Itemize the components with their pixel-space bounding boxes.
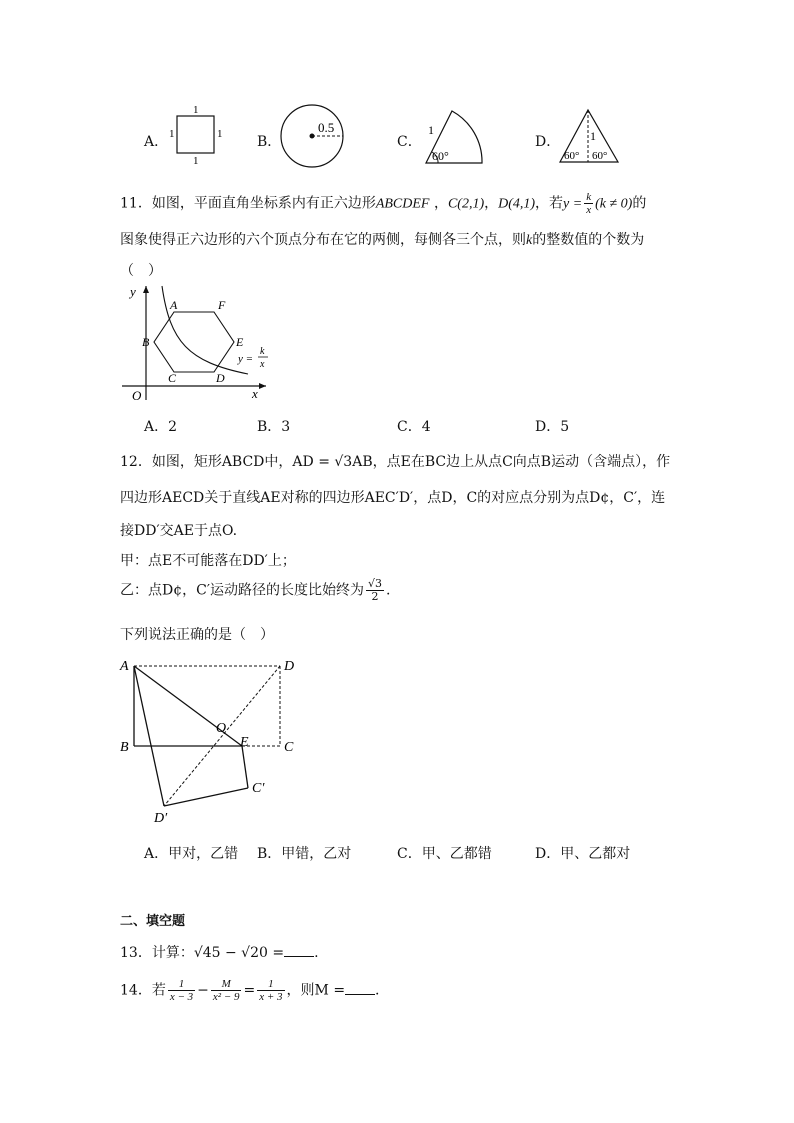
q10-option-a-letter: A． <box>144 134 169 150</box>
q12-label-d-prime: D′ <box>154 811 168 826</box>
q11-x-axis: x <box>252 386 258 401</box>
q11-curve-label-num: k <box>260 346 265 357</box>
q12-figure <box>116 652 306 826</box>
q12-question: 下列说法正确的是（ ） <box>120 627 274 643</box>
q12-option-a: A．甲对，乙错 <box>144 846 239 862</box>
q13: 13．计算：√45 − √20 = . <box>120 945 319 961</box>
q12-label-d: D <box>284 659 295 674</box>
q10-option-b-letter: B． <box>257 134 282 150</box>
q12-label-e: E <box>240 735 249 750</box>
section-fill-in: 二、填空题 <box>120 914 186 929</box>
q10-a-bottom: 1 <box>193 155 199 164</box>
q11-origin: O <box>132 388 142 403</box>
q12-jia: 甲：点E不可能落在DD′上； <box>120 553 296 569</box>
q10-b-radius: 0.5 <box>318 120 335 135</box>
q10-c-angle: 60° <box>432 149 449 163</box>
q12-label-b: B <box>120 740 129 755</box>
q12-option-c: C．甲、乙都错 <box>397 846 492 862</box>
q11-label-a: A <box>170 298 178 312</box>
q10-option-d-triangle <box>556 100 622 166</box>
q10-d-angle-left: 60° <box>564 150 580 162</box>
q10-options <box>0 100 794 170</box>
q11-label-c: C <box>168 371 177 385</box>
q11-curve-label-y: y = <box>238 353 254 365</box>
q14: 14．若 $\frac{1}{x - 3}$ − $\frac{M}{\text{x² − 9}}$ = $\frac{1}{x + 3}$ ，则M = . <box>120 978 380 1003</box>
q12-label-c: C <box>284 740 294 755</box>
q10-option-d-letter: D． <box>535 134 561 150</box>
q12-option-b: B．甲错，乙对 <box>257 846 352 862</box>
q12-line1: 12．如图，矩形ABCD中，AD = √3AB，点E在BC边上从点C向点B运动（含端点），作 <box>120 454 671 470</box>
q12-line3: 接DD′交AE于点O. <box>120 523 238 539</box>
q11-line1: 11．如图，平面直角坐标系内有正六边形ABCDEF ，C(2,1)，D(4,1)，若y = $\frac{k}{x}$ (k ≠ 0)的 <box>120 191 647 216</box>
q12-yi: 乙：点D¢，C′运动路径的长度比始终为 $\frac{√3}{2}$ . <box>120 577 391 603</box>
q11-paren: （ ） <box>120 263 162 279</box>
q11-line2: 图象使得正六边形的六个顶点分布在它的两侧，每侧各三个点，则k的整数值的个数为 <box>120 232 645 248</box>
q14-blank[interactable] <box>345 982 375 995</box>
q12-label-a: A <box>120 659 129 674</box>
q11-label-b: B <box>142 335 150 349</box>
q10-d-height: 1 <box>590 129 596 143</box>
q10-c-side: 1 <box>428 123 434 137</box>
q12-line2: 四边形AECD关于直线AE对称的四边形AEC′D′，点D，C的对应点分别为点D¢，C′，连 <box>120 490 666 506</box>
q12-option-d: D．甲、乙都对 <box>535 846 631 862</box>
q12-label-c-prime: C′ <box>252 781 265 796</box>
q10-option-b-circle <box>278 102 348 168</box>
q11-option-a: A．2 <box>144 419 178 435</box>
q12-label-o: O <box>216 721 227 736</box>
q10-a-top: 1 <box>193 104 199 116</box>
q13-blank[interactable] <box>284 944 314 957</box>
q10-a-left: 1 <box>169 128 175 140</box>
q10-option-a-square <box>165 100 225 164</box>
q10-option-c-letter: C． <box>397 134 422 150</box>
q11-option-d: D．5 <box>535 419 570 435</box>
q11-curve-label-den: x <box>260 359 265 370</box>
q10-option-c-sector <box>418 100 488 166</box>
q11-option-b: B．3 <box>257 419 291 435</box>
q11-label-f: F <box>218 298 226 312</box>
q11-option-c: C．4 <box>397 419 431 435</box>
q11-label-e: E <box>236 335 244 349</box>
q11-y-axis: y <box>130 284 136 299</box>
q11-label-d: D <box>216 371 225 385</box>
q10-d-angle-right: 60° <box>592 150 608 162</box>
q11-figure <box>118 282 278 406</box>
q10-a-right: 1 <box>217 128 223 140</box>
